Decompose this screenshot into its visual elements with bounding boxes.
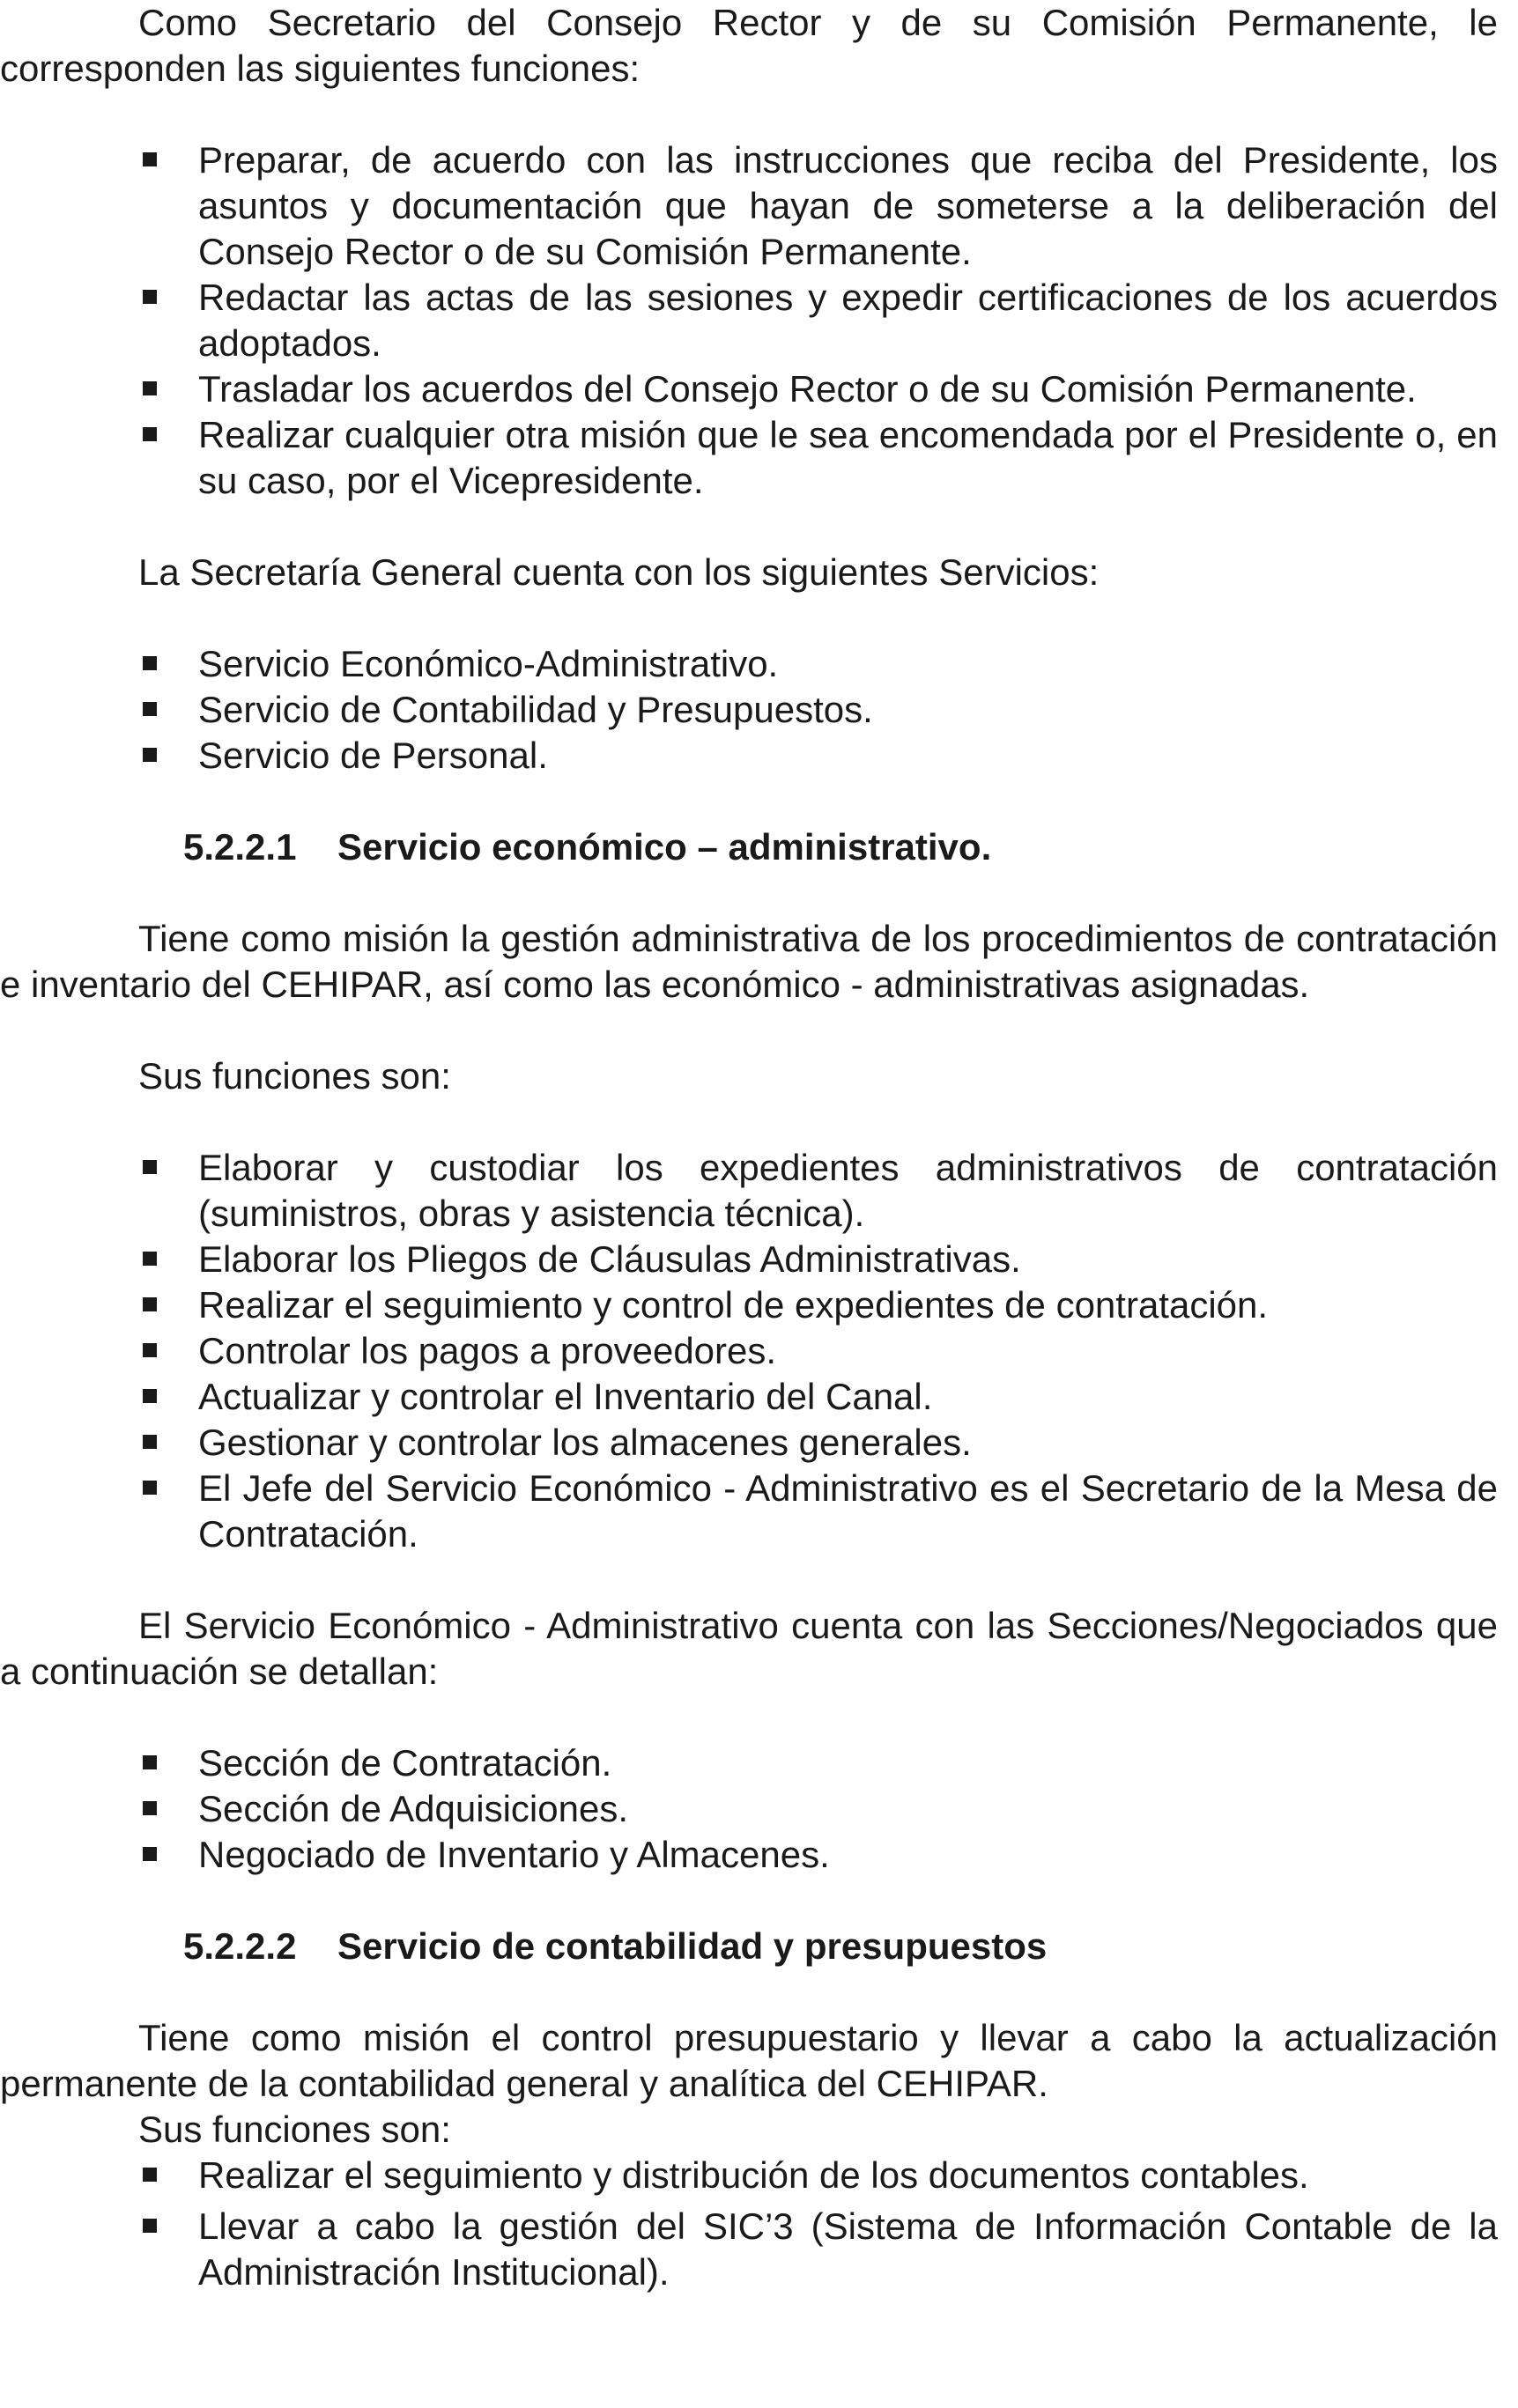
list-item: Realizar cualquier otra misión que le sea encomendada por el Presidente o, en su caso, por el Vicepresidente. (0, 412, 1498, 504)
list-item: Sección de Adquisiciones. (0, 1786, 1498, 1832)
section-2-mission: Tiene como misión el control presupuestario y llevar a cabo la actualización permanente de la contabilidad general y analítica del CEHIPAR. (0, 2017, 1498, 2104)
list-item: Redactar las actas de las sesiones y expedir certificaciones de los acuerdos adoptados. (0, 275, 1498, 366)
list-item: Servicio Económico-Administrativo. (0, 641, 1498, 687)
list-item: Negociado de Inventario y Almacenes. (0, 1832, 1498, 1878)
list-item: Elaborar los Pliegos de Cláusulas Administrativas. (0, 1237, 1498, 1282)
section-number: 5.2.2.2 (183, 1925, 297, 1967)
list-item: Preparar, de acuerdo con las instrucciones que reciba del Presidente, los asuntos y documentación que hayan de someterse a la deliberación del Consejo Rector o de su Comisión Permanente. (0, 137, 1498, 275)
list-item: El Jefe del Servicio Económico - Administrativo es el Secretario de la Mesa de Contratación. (0, 1466, 1498, 1557)
list-item: Realizar el seguimiento y control de expedientes de contratación. (0, 1282, 1498, 1328)
section-title: Servicio económico – administrativo. (337, 826, 992, 868)
list-item: Sección de Contratación. (0, 1740, 1498, 1786)
list-item: Servicio de Contabilidad y Presupuestos. (0, 687, 1498, 733)
services-intro: La Secretaría General cuenta con los siguientes Servicios: (138, 551, 1100, 593)
section-2-functions-intro: Sus funciones son: (138, 2109, 451, 2150)
section-1-functions-intro: Sus funciones son: (138, 1055, 451, 1097)
section-1-mission: Tiene como misión la gestión administrativa de los procedimientos de contratación e inventario del CEHIPAR, así como las económico - administrativas asignadas. (0, 918, 1498, 1005)
list-item: Actualizar y controlar el Inventario del Canal. (0, 1374, 1498, 1420)
list-item: Llevar a cabo la gestión del SIC’3 (Sistema de Información Contable de la Administración Institucional). (0, 2204, 1498, 2295)
secretary-functions-list (0, 137, 1518, 504)
list-item: Controlar los pagos a proveedores. (0, 1328, 1498, 1374)
section-1-sections-list (0, 1740, 1518, 1878)
section-number: 5.2.2.1 (183, 826, 297, 868)
list-item: Servicio de Personal. (0, 733, 1498, 779)
section-heading-5-2-2-1 (0, 824, 1518, 870)
section-1-sections-intro: El Servicio Económico - Administrativo cuenta con las Secciones/Negociados que a continuación se detallan: (0, 1605, 1498, 1692)
list-item: Trasladar los acuerdos del Consejo Rector o de su Comisión Permanente. (0, 366, 1498, 412)
list-item: Gestionar y controlar los almacenes generales. (0, 1420, 1498, 1466)
section-1-functions-list (0, 1145, 1518, 1557)
intro-paragraph: Como Secretario del Consejo Rector y de su Comisión Permanente, le corresponden las siguientes funciones: (0, 2, 1498, 89)
services-list (0, 641, 1518, 779)
section-title: Servicio de contabilidad y presupuestos (337, 1925, 1048, 1967)
list-item: Realizar el seguimiento y distribución de los documentos contables. (0, 2153, 1498, 2198)
section-2-functions-list (0, 2153, 1518, 2295)
section-heading-5-2-2-2 (0, 1924, 1518, 1969)
list-item: Elaborar y custodiar los expedientes administrativos de contratación (suministros, obras y asistencia técnica). (0, 1145, 1498, 1237)
